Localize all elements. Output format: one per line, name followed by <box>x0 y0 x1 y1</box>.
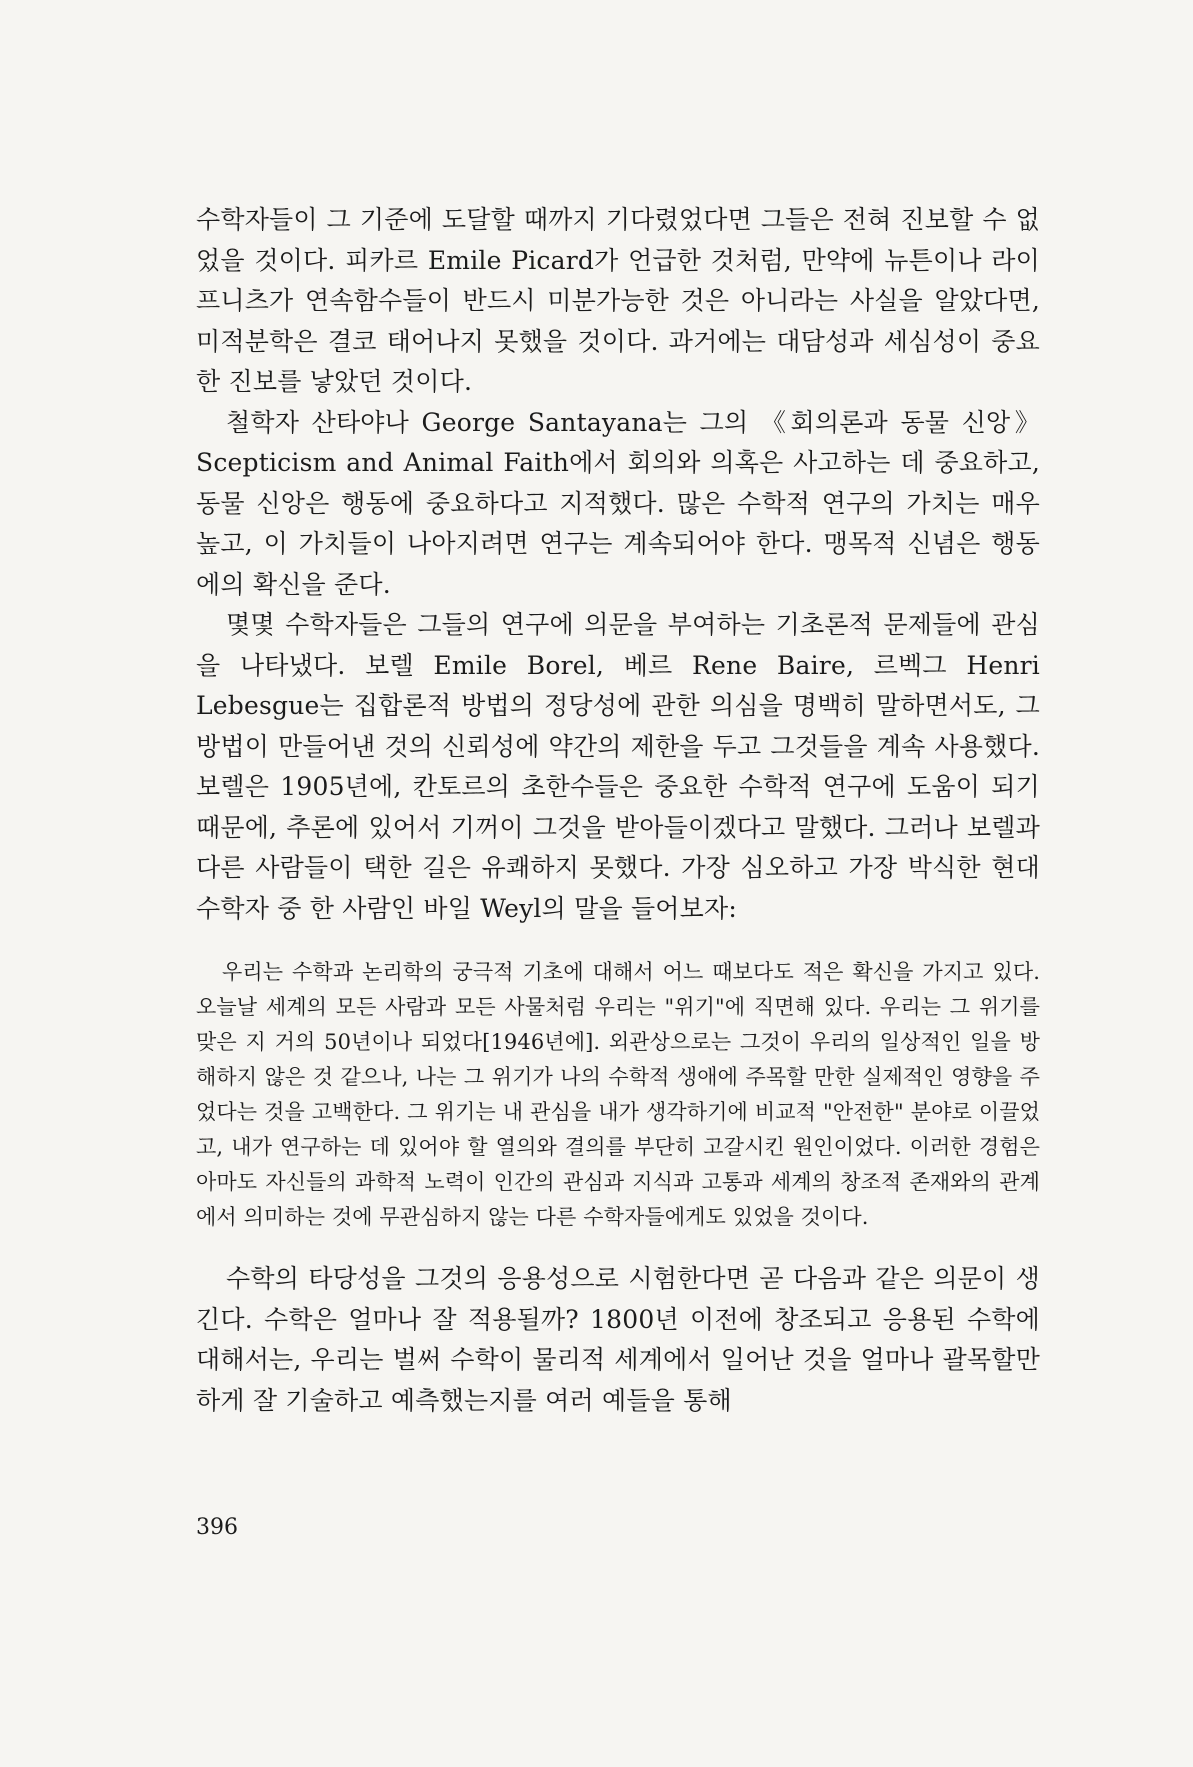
block-quote: 우리는 수학과 논리학의 궁극적 기초에 대해서 어느 때보다도 적은 확신을 가지고 있다. 오늘날 세계의 모든 사람과 모든 사물처럼 우리는 "위기"에 직면해 있다. 우리는 그 위기를 맞은 지 거의 50년이나 되었다[1946년에]. 외관상으로는 그것이 우리의 일상적인 일을 방해하지 않은 것 같으나, 나는 그 위기가 나의 수학적 생애에 주목할 만한 실제적인 영향을 주었다는 것을 고백한다. 그 위기는 내 관심을 내가 생각하기에 비교적 "안전한" 분야로 이끌었고, 내가 연구하는 데 있어야 할 열의와 결의를 부단히 고갈시킨 원인이었다. 이러한 경험은 아마도 자신들의 과학적 노력이 인간의 관심과 지식과 고통과 세계의 창조적 존재와의 관계에서 의미하는 것에 무관심하지 않는 다른 수학자들에게도 있었을 것이다. <box>196 960 1040 1229</box>
paragraph-4: 수학의 타당성을 그것의 응용성으로 시험한다면 곧 다음과 같은 의문이 생긴다. 수학은 얼마나 잘 적용될까? 1800년 이전에 창조되고 응용된 수학에 대해서는, 우리는 벌써 수학이 물리적 세계에서 일어난 것을 얼마나 괄목할만 하게 잘 기술하고 예측했는지를 여러 예들을 통해 <box>196 1264 1040 1415</box>
paragraph-1: 수학자들이 그 기준에 도달할 때까지 기다렸었다면 그들은 전혀 진보할 수 없었을 것이다. 피카르 Emile Picard가 언급한 것처럼, 만약에 뉴튼이나 라이프니츠가 연속함수들이 반드시 미분가능한 것은 아니라는 사실을 알았다면, 미적분학은 결코 태어나지 못했을 것이다. 과거에는 대담성과 세심성이 중요한 진보를 낳았던 것이다. <box>196 205 1040 396</box>
page-number: 396 <box>196 1515 238 1540</box>
paragraph-3: 몇몇 수학자들은 그들의 연구에 의문을 부여하는 기초론적 문제들에 관심을 나타냈다. 보렐 Emile Borel, 베르 Rene Baire, 르벡그 Henri Lebesgue는 집합론적 방법의 정당성에 관한 의심을 명백히 말하면서도, 그 방법이 만들어낸 것의 신뢰성에 약간의 제한을 두고 그것들을 계속 사용했다. 보렐은 1905년에, 칸토르의 초한수들은 중요한 수학적 연구에 도움이 되기 때문에, 추론에 있어서 기꺼이 그것을 받아들이겠다고 말했다. 그러나 보렐과 다른 사람들이 택한 길은 유쾌하지 못했다. 가장 심오하고 가장 박식한 현대 수학자 중 한 사람인 바일 Weyl의 말을 들어보자: <box>196 610 1040 923</box>
paragraph-2: 철학자 산타야나 George Santayana는 그의 《회의론과 동물 신앙》 Scepticism and Animal Faith에서 회의와 의혹은 사고하는 데 중요하고, 동물 신앙은 행동에 중요하다고 지적했다. 많은 수학적 연구의 가치는 매우 높고, 이 가치들이 나아지려면 연구는 계속되어야 한다. 맹목적 신념은 행동에의 확신을 준다. <box>196 407 1040 599</box>
body-text <box>196 200 1040 1421</box>
